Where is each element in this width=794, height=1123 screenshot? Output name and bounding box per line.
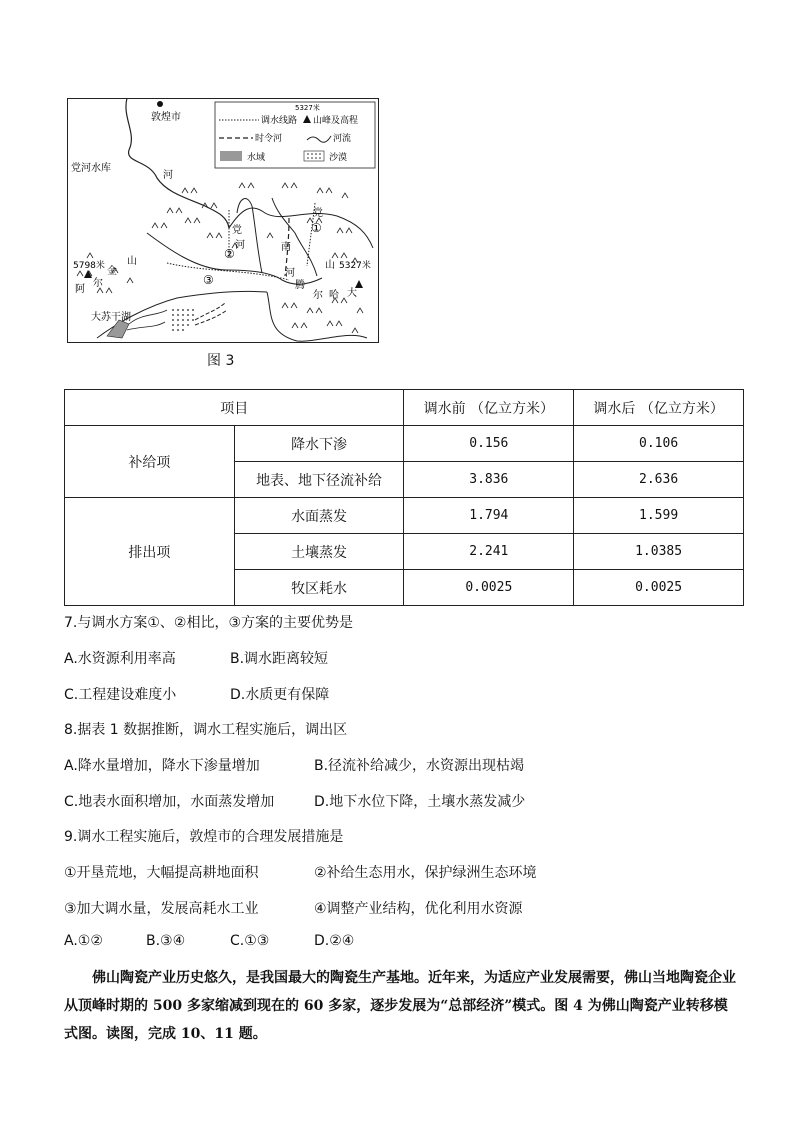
legend-water-label: 水域 [247,153,266,163]
legend-elevation-label: 5327米 [295,104,320,112]
q8-option-c: C.地表水面积增加，水面蒸发增加 [64,794,275,810]
label-dang1: 党 [232,225,242,236]
passage-foshan-ceramics: 佛山陶瓷产业历史悠久，是我国最大的陶瓷生产基地。近年来，为适应产业发展需要，佛山当地陶瓷企业从顶峰时期的 500 多家缩减到现在的 60 多家，逐步发展为“总部经济”模式。图 4 为佛山陶瓷产业转移模式图。读图，完成 10、11 题。 [64,970,736,1042]
label-er1: 尔 [93,278,103,289]
header-before: 调水前 （亿立方米） [404,390,574,426]
label-shan2: 山 [325,260,335,271]
question-9-stem: 9.调水工程实施后，敦煌市的合理发展措施是 [64,829,344,845]
q7-option-b: B.调水距离较短 [230,651,329,667]
route-1-label: ① [311,221,322,235]
legend-desert-label: 沙漠 [329,153,348,163]
q7-option-d: D.水质更有保障 [230,687,330,703]
river-label-he1: 河 [163,170,173,181]
q9-option-a: A.①② [64,933,103,949]
row-item: 土壤蒸发 [234,534,404,570]
row-before: 0.0025 [404,570,574,606]
map-legend [215,102,375,168]
q8-option-a: A.降水量增加，降水下渗量增加 [64,758,260,774]
dunhuang-city-marker [157,101,163,107]
row-item: 牧区耗水 [234,570,404,606]
label-teng: 腾 [295,280,305,291]
group-supply: 补给项 [65,426,235,498]
row-before: 3.836 [404,462,574,498]
row-after: 0.0025 [574,570,744,606]
row-after: 2.636 [574,462,744,498]
label-a: 阿 [75,284,85,295]
header-item: 项目 [65,390,404,426]
q9-statement-4: ④调整产业结构，优化利用水资源 [314,901,523,917]
water-balance-table [64,389,744,606]
legend-peak-label: 山峰及高程 [313,116,359,126]
row-before: 0.156 [404,426,574,462]
row-before: 1.794 [404,498,574,534]
row-before: 2.241 [404,534,574,570]
row-item: 地表、地下径流补给 [234,462,404,498]
dunhuang-label: 敦煌市 [151,112,181,123]
label-da: 大 [347,288,357,299]
row-after: 1.0385 [574,534,744,570]
label-er2: 尔 [313,290,323,301]
question-7-stem: 7.与调水方案①、②相比，③方案的主要优势是 [64,615,354,631]
label-jin: 金 [107,266,117,277]
legend-route-label: 调水线路 [261,116,298,126]
peak-right-label: 5327米 [339,261,371,271]
label-dang2: 党 [313,208,323,219]
header-after: 调水后 （亿立方米） [574,390,744,426]
q9-statement-1: ①开垦荒地，大幅提高耕地面积 [64,865,259,881]
row-item: 水面蒸发 [234,498,404,534]
row-item: 降水下渗 [234,426,404,462]
label-he3: 河 [285,268,295,279]
legend-river-label: 河流 [333,134,352,144]
row-after: 0.106 [574,426,744,462]
label-shan1: 山 [127,256,137,267]
dasugan-lake-label: 大苏干湖 [91,312,131,323]
danghe-reservoir-label: 党河水库 [71,163,111,174]
q9-option-c: C.①③ [230,933,270,949]
group-discharge: 排出项 [65,498,235,606]
q8-option-d: D.地下水位下降，土壤水蒸发减少 [314,794,526,810]
label-ha: 哈 [329,290,339,301]
q9-option-b: B.③④ [146,933,186,949]
peak-left-label: 5798米 [73,261,105,271]
route-3-label: ③ [203,273,214,287]
q8-option-b: B.径流补给减少，水资源出现枯竭 [314,758,525,774]
q9-option-d: D.②④ [314,933,355,949]
route-2-label: ② [224,247,235,261]
q9-statement-2: ②补给生态用水，保护绿洲生态环境 [314,865,537,881]
figure-3-caption: 图 3 [207,353,235,369]
question-8-stem: 8.据表 1 数据推断，调水工程实施后，调出区 [64,722,348,738]
label-nan: 南 [281,242,291,253]
legend-seasonal-river-label: 时令河 [255,134,283,144]
q7-option-c: C.工程建设难度小 [64,687,177,703]
q7-option-a: A.水资源利用率高 [64,651,176,667]
q9-statement-3: ③加大调水量，发展高耗水工业 [64,901,259,917]
water-diversion-map [67,98,379,343]
label-he2: 河 [235,240,245,251]
legend-water-swatch [220,151,242,161]
row-after: 1.599 [574,498,744,534]
